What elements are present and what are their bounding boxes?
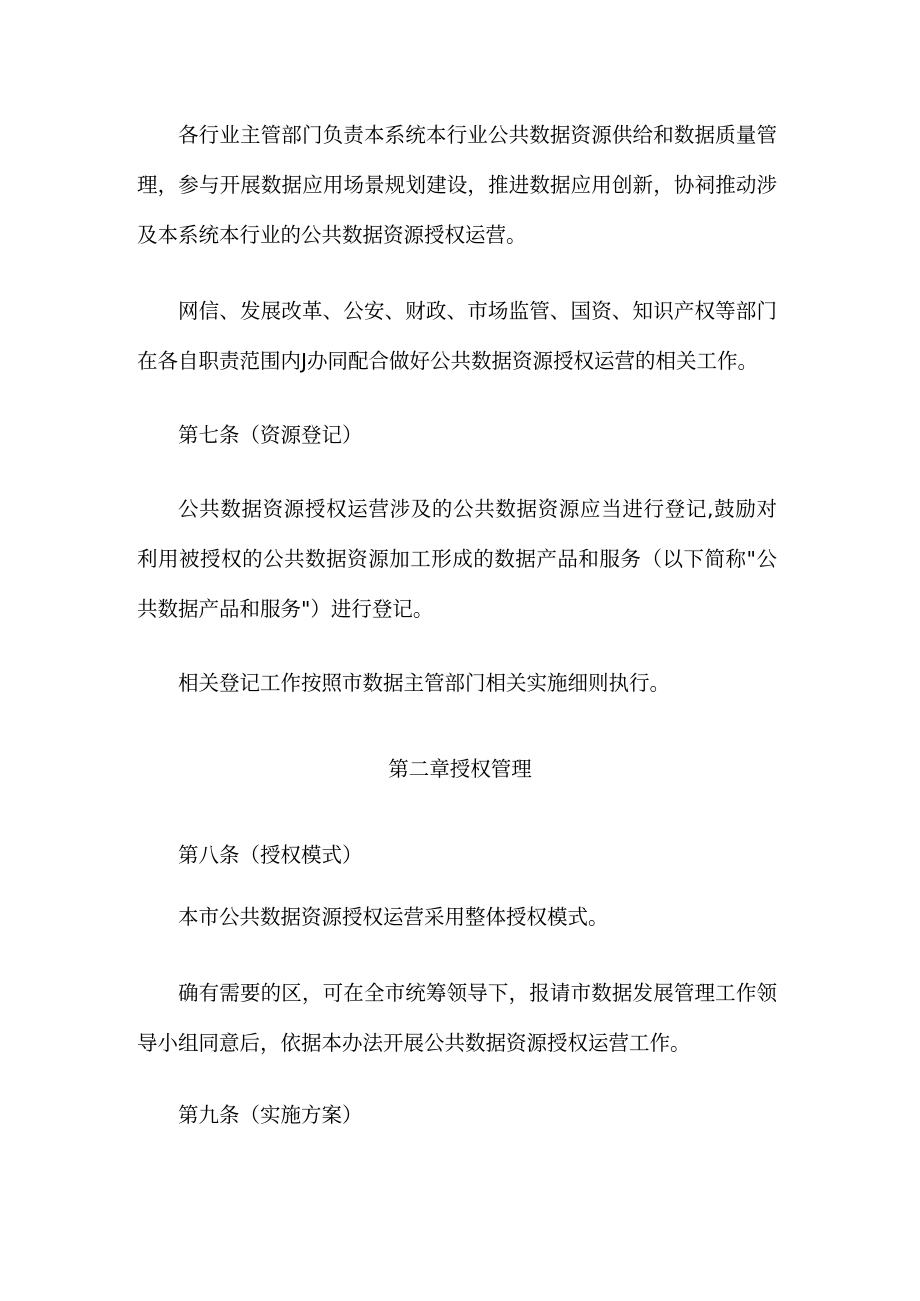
article-8-heading: 第八条（授权模式） (178, 843, 363, 867)
paragraph-industry-departments: 各行业主管部门负责本系统本行业公共数据资源供给和数据质量管理，参与开展数据应用场景规划建设，推进数据应用创新，协祠推动涉及本系统本行业的公共数据资源授权运营。 (137, 123, 777, 247)
chapter-2-heading: 第二章授权管理 (388, 757, 532, 781)
paragraph-cooperating-departments: 网信、发展改革、公安、财政、市场监管、国资、知识产权等部门在各自职责范围内J办同配合做好公共数据资源授权运营的相关工作。 (137, 299, 777, 373)
paragraph-resource-registration: 公共数据资源授权运营涉及的公共数据资源应当进行登记,鼓励对利用被授权的公共数据资源加工形成的数据产品和服务（以下简称"公共数据产品和服务"）进行登记。 (137, 497, 777, 621)
article-9-heading: 第九条（实施方案） (178, 1103, 363, 1127)
paragraph-district-authorization: 确有需要的区，可在全市统筹领导下，报请市数据发展管理工作领导小组同意后，依据本办法开展公共数据资源授权运营工作。 (137, 981, 777, 1055)
paragraph-registration-rules: 相关登记工作按照市数据主管部门相关实施细则执行。 (178, 671, 670, 695)
paragraph-authorization-mode: 本市公共数据资源授权运营采用整体授权模式。 (178, 905, 609, 929)
article-7-heading: 第七条（资源登记） (178, 423, 363, 447)
